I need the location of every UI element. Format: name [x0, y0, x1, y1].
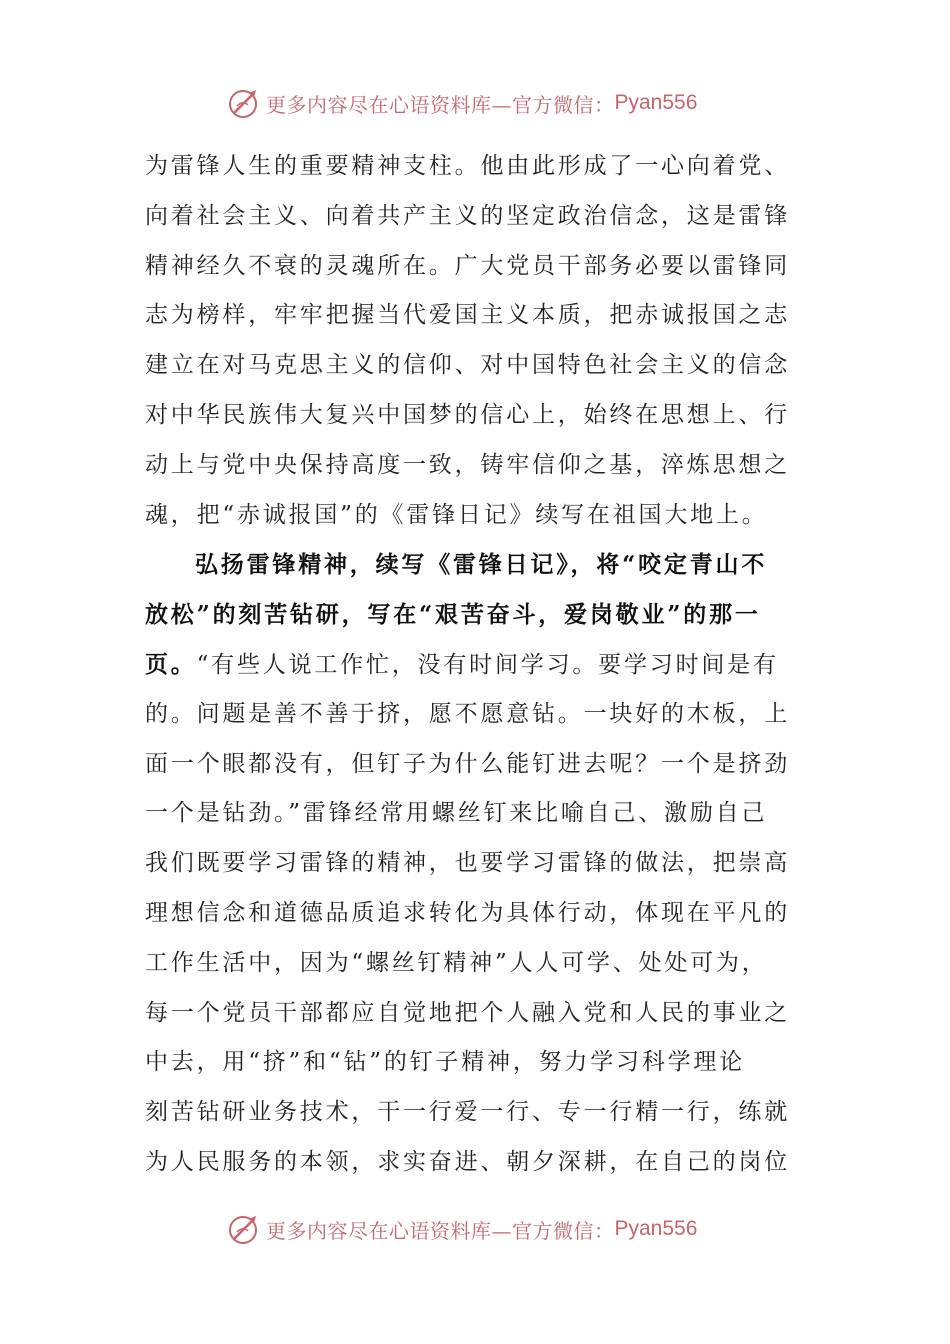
text-line [145, 1088, 807, 1138]
text-segment: 刻苦钻研业务技术，干一行爱一行、专一行精一行，练就 [145, 1099, 790, 1126]
header-watermark-banner [226, 83, 697, 123]
text-segment: 魂，把“赤诚报国”的《雷锋日记》续写在祖国大地上。 [145, 501, 768, 528]
document-body [145, 142, 807, 1188]
header-banner-text: 更多内容尽在心语资料库—官方微信： [266, 92, 615, 117]
pen-logo-icon [226, 85, 262, 121]
text-line [145, 939, 807, 989]
text-segment: 建立在对马克思主义的信仰、对中国特色社会主义的信念 [145, 352, 790, 379]
text-line [145, 889, 807, 939]
text-segment: 对中华民族伟大复兴中国梦的信心上，始终在思想上、行 [145, 401, 790, 428]
text-segment: 我们既要学习雷锋的精神，也要学习雷锋的做法，把崇高 [145, 850, 790, 877]
text-segment: 志为榜样，牢牢把握当代爱国主义本质，把赤诚报国之志 [145, 302, 790, 329]
text-segment: 动上与党中央保持高度一致，铸牢信仰之基，淬炼思想之 [145, 451, 790, 478]
text-line [145, 989, 807, 1039]
text-line [145, 740, 807, 790]
text-line [145, 491, 807, 541]
bold-text-segment: 放松”的刻苦钻研，写在“艰苦奋斗，爱岗敬业”的那一 [145, 601, 761, 629]
text-segment: 向着社会主义、向着共产主义的坚定政治信念，这是雷锋 [145, 202, 790, 229]
text-line [145, 291, 807, 341]
text-line [145, 142, 807, 192]
text-segment: 为人民服务的本领，求实奋进、朝夕深耕，在自己的岗位 [145, 1148, 790, 1175]
text-line [145, 192, 807, 242]
pen-logo-icon [226, 1211, 262, 1247]
text-line [145, 789, 807, 839]
bold-text-segment: 页。 [145, 650, 197, 678]
text-line [145, 690, 807, 740]
text-line [145, 242, 807, 292]
text-line [145, 839, 807, 889]
text-segment: 面一个眼都没有，但钉子为什么能钉进去呢？一个是挤劲 [145, 750, 790, 777]
text-line [145, 1138, 807, 1188]
footer-banner-text: 更多内容尽在心语资料库—官方微信： [266, 1218, 615, 1243]
text-line [145, 391, 807, 441]
text-line [145, 540, 807, 590]
text-segment: 每一个党员干部都应自觉地把个人融入党和人民的事业之 [145, 999, 790, 1026]
text-segment: “有些人说工作忙，没有时间学习。要学习时间是有 [196, 651, 779, 678]
footer-wechat-id: Pyan556 [614, 1217, 698, 1240]
text-line [145, 640, 807, 690]
text-segment: 精神经久不衰的灵魂所在。广大党员干部务必要以雷锋同 [145, 252, 790, 279]
header-wechat-id: Pyan556 [614, 91, 698, 114]
text-segment: 为雷锋人生的重要精神支柱。他由此形成了一心向着党、 [145, 153, 790, 179]
text-segment: 中去，用“挤”和“钻”的钉子精神，努力学习科学理论 [145, 1049, 746, 1076]
text-line [145, 1038, 807, 1088]
text-segment: 一个是钻劲。”雷锋经常用螺丝钉来比喻自己、激励自己 [145, 800, 768, 827]
text-segment: 的。问题是善不善于挤，愿不愿意钻。一块好的木板，上 [145, 700, 790, 727]
text-line [145, 590, 807, 640]
text-segment: 工作生活中，因为“螺丝钉精神”人人可学、处处可为， [145, 949, 768, 976]
text-line [145, 341, 807, 391]
text-line [145, 441, 807, 491]
footer-watermark-banner [226, 1209, 697, 1249]
bold-text-segment: 弘扬雷锋精神，续写《雷锋日记》，将“咬定青山不 [195, 551, 768, 579]
text-segment: 理想信念和道德品质追求转化为具体行动，体现在平凡的 [145, 899, 790, 926]
